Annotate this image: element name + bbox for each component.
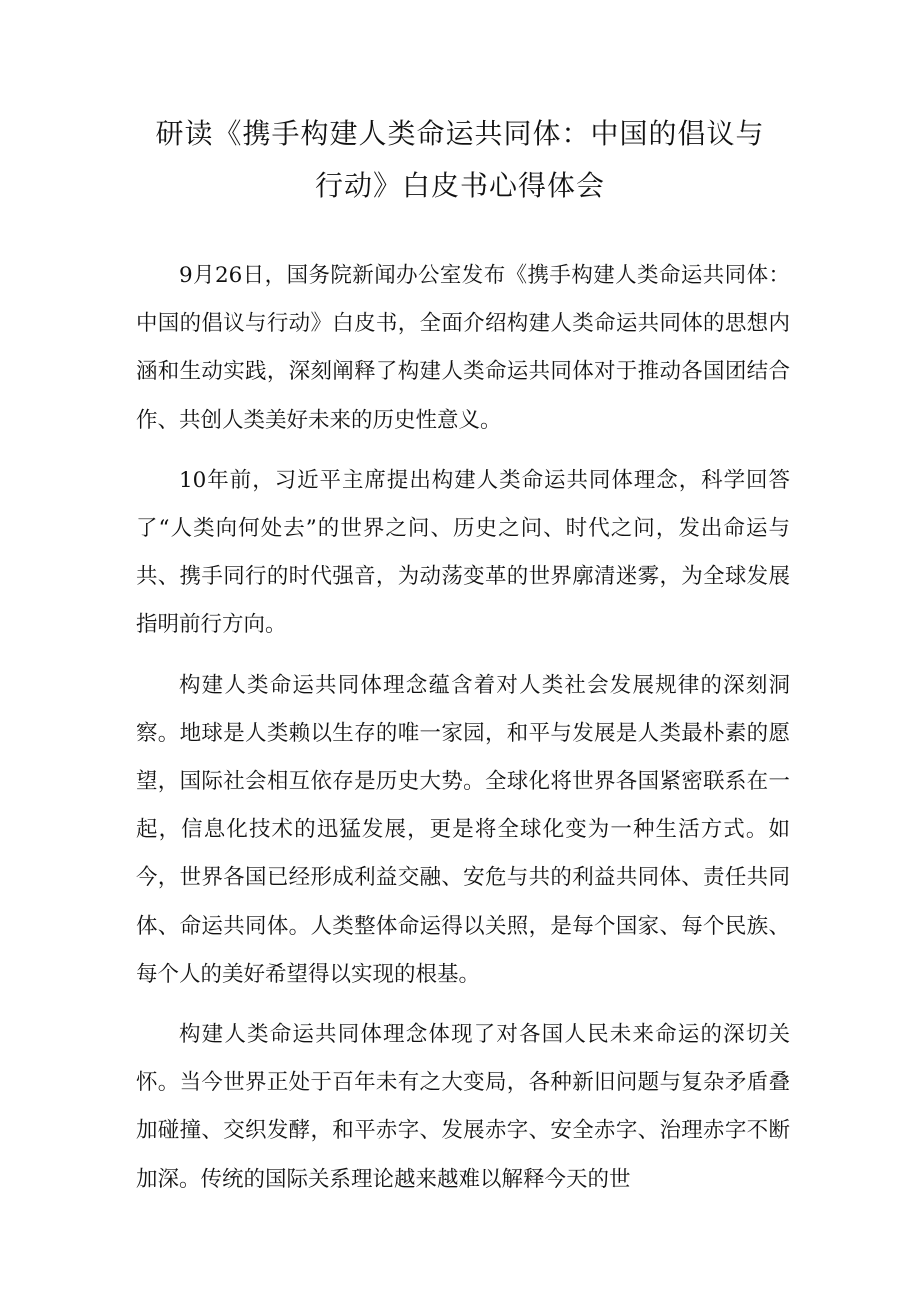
document-body bbox=[136, 252, 790, 1216]
title-line-2: 行动》白皮书心得体会 bbox=[314, 169, 605, 202]
title-line-1: 研读《携手构建人类命运共同体：中国的倡议与 bbox=[155, 117, 765, 150]
paragraph-2: 10年前，习近平主席提出构建人类命运共同体理念，科学回答了“人类向何处去”的世界之问、历史之问、时代之问，发出命运与共、携手同行的时代强音，为动荡变革的世界廓清迷雾，为全球发展指明前行方向。 bbox=[136, 467, 790, 638]
paragraph-1: 9月26日，国务院新闻办公室发布《携手构建人类命运共同体：中国的倡议与行动》白皮书，全面介绍构建人类命运共同体的思想内涵和生动实践，深刻阐释了构建人类命运共同体对于推动各国团结合作、共创人类美好未来的历史性意义。 bbox=[136, 263, 790, 433]
paragraph-3: 构建人类命运共同体理念蕴含着对人类社会发展规律的深刻洞察。地球是人类赖以生存的唯一家园，和平与发展是人类最朴素的愿望，国际社会相互依存是历史大势。全球化将世界各国紧密联系在一起，信息化技术的迅猛发展，更是将全球化变为一种生活方式。如今，世界各国已经形成利益交融、安危与共的利益共同体、责任共同体、命运共同体。人类整体命运得以关照，是每个国家、每个民族、每个人的美好希望得以实现的根基。 bbox=[136, 672, 790, 987]
paragraph-4: 构建人类命运共同体理念体现了对各国人民未来命运的深切关怀。当今世界正处于百年未有之大变局，各种新旧问题与复杂矛盾叠加碰撞、交织发酵，和平赤字、发展赤字、安全赤字、治理赤字不断加深。传统的国际关系理论越来越难以解释今天的世 bbox=[136, 1022, 790, 1192]
document-title bbox=[120, 108, 800, 212]
